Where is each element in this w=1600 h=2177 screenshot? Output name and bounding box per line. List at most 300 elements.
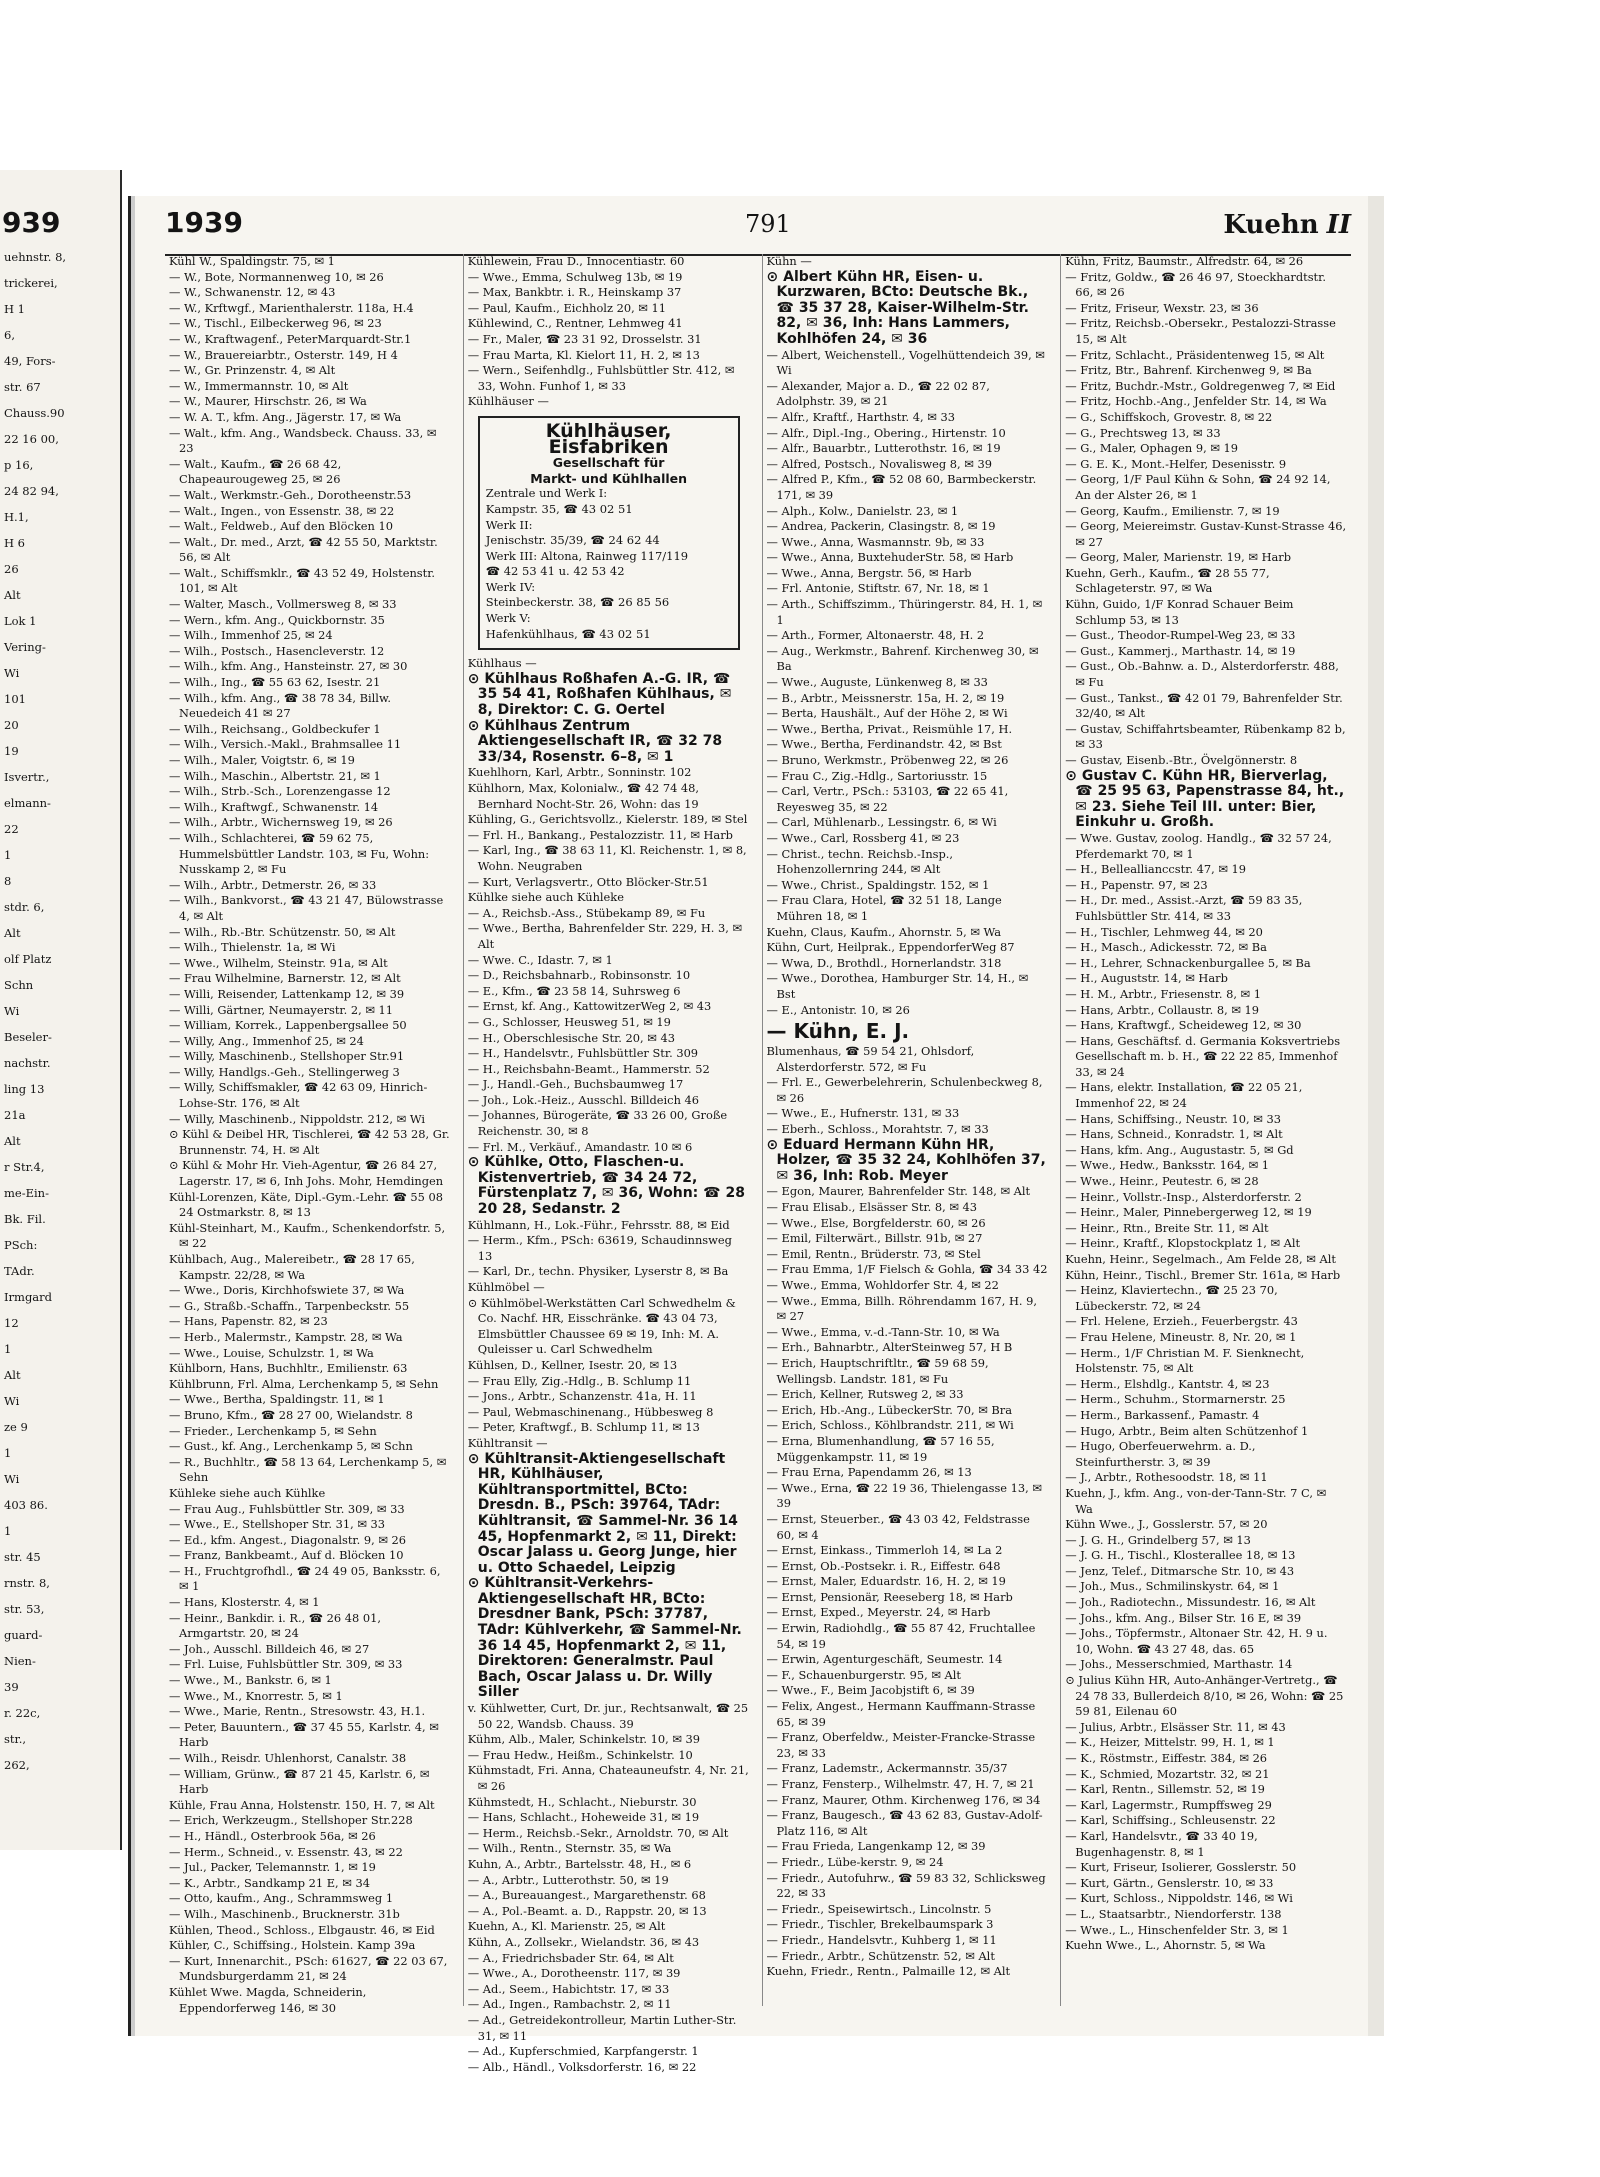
directory-entry: — Wern., Seifenhdlg., Fuhlsbüttler Str. 412, ✉ 33, Wohn. Funhof 1, ✉ 33 (467, 363, 735, 393)
directory-entry: Kühlhorn, Max, Kolonialw., ☎ 42 74 48, Bernhard Nocht-Str. 26, Wohn: das 19 (467, 781, 700, 811)
directory-entry: — G., Straßb.-Schaffn., Tarpenbeckstr. 55 (169, 1298, 410, 1313)
directory-entry: Kuehn, Friedr., Rentn., Palmaille 12, ✉ Alt (766, 1964, 1011, 1979)
previous-page-fragment: r Str.4, (4, 1160, 45, 1174)
directory-page (128, 196, 1371, 2074)
directory-entry: — Fritz, Buchdr.-Mstr., Goldregenweg 7, ✉ Eid (1065, 378, 1336, 393)
directory-entry: — Georg, Meiereimstr. Gustav-Kunst-Strasse 46, ✉ 27 (1065, 519, 1347, 549)
directory-entry: — J., Handl.-Geh., Buchsbaumweg 17 (467, 1077, 684, 1092)
entry-columns (165, 254, 1351, 2074)
directory-entry: Kuhn, A., Arbtr., Bartelsstr. 48, H., ✉ 6 (467, 1856, 692, 1871)
directory-entry: — Carl, Mühlenarb., Lessingstr. 6, ✉ Wi (766, 815, 997, 830)
directory-entry: Kühlen, Theod., Schloss., Elbgaustr. 46, ✉ Eid (169, 1922, 435, 1937)
directory-entry: — W., Tischl., Eilbeckerweg 96, ✉ 23 (169, 316, 382, 331)
directory-entry: — Wilh., Maschinenb., Brucknerstr. 31b (169, 1906, 400, 1921)
directory-entry: Kühlsen, D., Kellner, Isestr. 20, ✉ 13 (467, 1357, 678, 1372)
directory-entry: — Hans, Klosterstr. 4, ✉ 1 (169, 1595, 320, 1610)
ad-line: Zentrale und Werk I: (485, 486, 608, 501)
directory-entry: — G., Schlosser, Heusweg 51, ✉ 19 (467, 1014, 671, 1029)
directory-entry: — G., Maler, Ophagen 9, ✉ 19 (1065, 441, 1238, 456)
directory-entry: — Wwe., Emma, Wohldorfer Str. 4, ✉ 22 (766, 1278, 999, 1292)
directory-entry: — Franz, Fensterp., Wilhelmstr. 47, H. 7, ✉ 21 (766, 1777, 1035, 1791)
directory-entry: Kuehn Wwe., L., Ahornstr. 5, ✉ Wa (1065, 1938, 1266, 1953)
ad-line: Werk V: (485, 611, 531, 626)
previous-page-fragment: Bk. Fil. (4, 1212, 46, 1226)
directory-entry: — Andrea, Packerin, Clasingstr. 8, ✉ 19 (766, 519, 996, 534)
directory-entry: Kühmstedt, H., Schlacht., Nieburstr. 30 (467, 1794, 697, 1809)
directory-entry: — Hans, Kraftwgf., Scheideweg 12, ✉ 30 (1065, 1018, 1302, 1033)
directory-entry: — Joh., Ausschl. Billdeich 46, ✉ 27 (169, 1641, 370, 1656)
directory-entry: ⊙ Eduard Hermann Kühn HR, Holzer, ☎ 35 32 24, Kohlhöfen 37, ✉ 36, Inh: Rob. Meyer (766, 1136, 1046, 1184)
previous-page-fragment: PSch: (4, 1238, 38, 1252)
directory-entry: — W., Schwanenstr. 12, ✉ 43 (169, 285, 336, 300)
directory-entry: — Ad., Kupferschmied, Karpfangerstr. 1 (467, 2044, 699, 2059)
previous-page-fragment: Alt (4, 1368, 21, 1382)
directory-entry: — Wwe., Bertha, Spaldingstr. 11, ✉ 1 (169, 1392, 385, 1407)
directory-entry: — Karl, Ing., ☎ 38 63 11, Kl. Reichenstr. 1, ✉ 8, Wohn. Neugraben (467, 843, 747, 873)
column-2 (463, 254, 754, 2074)
directory-entry: — Hugo, Arbtr., Beim alten Schützenhof 1 (1065, 1423, 1309, 1438)
directory-entry: Kühler, C., Schiffsing., Holstein. Kamp 39a (169, 1938, 416, 1953)
page-header (165, 206, 1351, 256)
directory-entry: — Joh., Mus., Schmilinskystr. 64, ✉ 1 (1065, 1579, 1280, 1594)
previous-page-fragment: elmann- (4, 796, 51, 810)
directory-entry: — Frau Wilhelmine, Barnerstr. 12, ✉ Alt (169, 971, 401, 986)
directory-entry: — Heinr., Bankdir. i. R., ☎ 26 48 01, Armgartstr. 20, ✉ 24 (169, 1610, 381, 1641)
directory-entry: — Fritz, Schlacht., Präsidentenweg 15, ✉ Alt (1065, 347, 1325, 362)
directory-entry: — H., Papenstr. 97, ✉ 23 (1065, 877, 1208, 892)
advertisement-box (478, 416, 740, 650)
directory-entry: — W., Bote, Normannenweg 10, ✉ 26 (169, 269, 384, 284)
directory-entry: Kühlmann, H., Lok.-Führ., Fehrsstr. 88, ✉ Eid (467, 1217, 730, 1232)
directory-entry: — Walt., Schiffsmklr., ☎ 43 52 49, Holstenstr. 101, ✉ Alt (169, 565, 436, 596)
directory-entry: — H., Lehrer, Schnackenburgallee 5, ✉ Ba (1065, 955, 1311, 970)
running-head-name: Kuehn (1223, 210, 1319, 240)
directory-entry: — Wilh., Thielenstr. 1a, ✉ Wi (169, 940, 336, 955)
directory-entry: — Arth., Former, Altonaerstr. 48, H. 2 (766, 628, 985, 643)
directory-entry: — Erwin, Agenturgeschäft, Seumestr. 14 (766, 1652, 1003, 1667)
column-3 (762, 254, 1053, 2006)
directory-entry: — Ernst, Exped., Meyerstr. 24, ✉ Harb (766, 1605, 991, 1620)
directory-entry: Kühling, G., Gerichtsvollz., Kielerstr. 189, ✉ Stel (467, 812, 748, 827)
directory-entry: Kühlbrunn, Frl. Alma, Lerchenkamp 5, ✉ Sehn (169, 1376, 439, 1391)
directory-entry: Kühn, A., Zollsekr., Wielandstr. 36, ✉ 43 (467, 1934, 700, 1949)
directory-entry: — Wwe., A., Dorotheenstr. 117, ✉ 39 (467, 1966, 681, 1981)
directory-entry: Kuehlhorn, Karl, Arbtr., Sonninstr. 102 (467, 765, 692, 780)
directory-entry: — Wwe., Marie, Rentn., Stresowstr. 43, H.1. (169, 1704, 426, 1719)
directory-entry: — Frau Aug., Fuhlsbüttler Str. 309, ✉ 33 (169, 1501, 405, 1516)
directory-entry: — Karl, Rentn., Sillemstr. 52, ✉ 19 (1065, 1782, 1265, 1797)
previous-page-fragment: 403 86. (4, 1498, 48, 1512)
directory-entry: — Frau Emma, 1/F Fielsch & Gohla, ☎ 34 33 42 (766, 1262, 1048, 1277)
directory-entry: — A., Arbtr., Lutterothstr. 50, ✉ 19 (467, 1872, 669, 1887)
previous-page-fragment: guard- (4, 1628, 43, 1642)
directory-entry: — Jul., Packer, Telemannstr. 1, ✉ 19 (169, 1860, 376, 1875)
directory-entry: — Wilh., Maschin., Albertstr. 21, ✉ 1 (169, 768, 381, 783)
ad-title: Kühlhäuser, Eisfabriken (545, 419, 672, 458)
directory-entry: Kühl-Steinhart, M., Kaufm., Schenkendorfstr. 5, ✉ 22 (169, 1220, 446, 1251)
directory-entry: — Gust., Theodor-Rumpel-Weg 23, ✉ 33 (1065, 628, 1296, 643)
directory-entry: ⊙ Kühlmöbel-Werkstätten Carl Schwedhelm & Co. Nachf. HR, Eisschränke. ☎ 43 04 73, Elmsbüttler Chaussee 69 ✉ 19, Inh: M. A. Quleisser u. Carl Schwedhelm (467, 1295, 736, 1357)
directory-entry: — Wilh., kfm. Ang., ☎ 38 78 34, Billw. Neuedeich 41 ✉ 27 (169, 690, 391, 721)
previous-page-fragment: rnstr. 8, (4, 1576, 50, 1590)
directory-entry: — Heinz, Klaviertechn., ☎ 25 23 70, Lübeckerstr. 72, ✉ 24 (1065, 1283, 1278, 1313)
previous-page-edge (0, 170, 122, 1850)
directory-entry: — D., Reichsbahnarb., Robinsonstr. 10 (467, 968, 691, 983)
directory-entry: Kühn, Guido, 1/F Konrad Schauer Beim Schlump 53, ✉ 13 (1065, 597, 1294, 627)
directory-entry: — Paul, Webmaschinenang., Hübbesweg 8 (467, 1404, 714, 1419)
previous-page-fragment: Vering- (4, 640, 46, 654)
ad-line: Kampstr. 35, ☎ 43 02 51 (485, 501, 633, 516)
directory-entry: ⊙ Kühlhaus Roßhafen A.-G. IR, ☎ 35 54 41, Roßhafen Kühlhaus, ✉ 8, Direktor: C. G. Oertel (467, 670, 732, 719)
previous-page-fragment: str., (4, 1732, 27, 1746)
directory-entry: — Erna, Blumenhandlung, ☎ 57 16 55, Müggenkampstr. 11, ✉ 19 (766, 1433, 995, 1464)
directory-entry: — Ad., Getreidekontrolleur, Martin Luther-Str. 31, ✉ 11 (467, 2012, 737, 2043)
directory-entry: — Wwe., Carl, Rossberg 41, ✉ 23 (766, 830, 960, 845)
directory-entry: — Herm., Reichsb.-Sekr., Arnoldstr. 70, ✉ Alt (467, 1825, 729, 1840)
directory-entry: — Walter, Masch., Vollmersweg 8, ✉ 33 (169, 597, 397, 612)
directory-entry: — H., Oberschlesische Str. 20, ✉ 43 (467, 1030, 675, 1045)
previous-page-fragment: ze 9 (4, 1420, 28, 1434)
directory-entry: — Carl, Vertr., PSch.: 53103, ☎ 22 65 41, Reyesweg 35, ✉ 22 (766, 784, 1009, 814)
directory-entry: — Heinr., Kraftf., Klopstockplatz 1, ✉ Alt (1065, 1236, 1301, 1251)
directory-entry: Blumenhaus, ☎ 59 54 21, Ohlsdorf, Alsterdorferstr. 572, ✉ Fu (766, 1044, 975, 1074)
directory-entry: — Fritz, Btr., Bahrenf. Kirchenweg 9, ✉ Ba (1065, 363, 1312, 378)
directory-entry: — Herm., Schneid., v. Essenstr. 43, ✉ 22 (169, 1844, 403, 1859)
directory-entry: Kühlbach, Aug., Malereibetr., ☎ 28 17 65, Kampstr. 22/28, ✉ Wa (169, 1252, 415, 1282)
directory-entry: — J. G. H., Grindelberg 57, ✉ 13 (1065, 1532, 1251, 1547)
directory-entry: — Wilh., Arbtr., Detmerstr. 26, ✉ 33 (169, 877, 377, 892)
previous-page-fragment: Wi (4, 1472, 20, 1486)
previous-page-fragment: r. 22c, (4, 1706, 41, 1720)
directory-entry: ⊙ Albert Kühn HR, Eisen- u. Kurzwaren, BCto: Deutsche Bk., ☎ 35 37 28, Kaiser-Wilhelm-Str. 82, ✉ 36, Inh: Hans Lammers, Kohlhöfen 24, ✉ 36 (766, 268, 1029, 347)
directory-entry: — Willy, Ang., Immenhof 25, ✉ 24 (169, 1033, 364, 1048)
directory-entry: — Aug., Werkmstr., Bahrenf. Kirchenweg 30, ✉ Ba (766, 643, 1039, 674)
directory-entry: — Johannes, Bürogeräte, ☎ 33 26 00, Große Reichenstr. 30, ✉ 8 (467, 1108, 728, 1139)
directory-entry: — Otto, kaufm., Ang., Schrammsweg 1 (169, 1891, 394, 1906)
directory-entry: — Albert, Weichenstell., Vogelhüttendeich 39, ✉ Wi (766, 347, 1045, 378)
previous-page-fragment: H 1 (4, 302, 26, 316)
previous-page-fragment: 26 (4, 562, 19, 576)
page-year: 1939 (165, 206, 243, 239)
directory-entry: — Wilh., Schlachterei, ☎ 59 62 75, Hummelsbüttler Landstr. 103, ✉ Fu, Wohn: Nusskamp 2, ✉ Fu (169, 830, 430, 877)
directory-entry: — W., Immermannstr. 10, ✉ Alt (169, 378, 349, 393)
directory-entry: — Wwe., Anna, BuxtehuderStr. 58, ✉ Harb (766, 550, 1014, 565)
directory-entry: — Ernst, Ob.-Postsekr. i. R., Eiffestr. 648 (766, 1558, 1001, 1573)
directory-entry: — F., Schauenburgerstr. 95, ✉ Alt (766, 1667, 961, 1682)
directory-entry: — A., Reichsb.-Ass., Stübekamp 89, ✉ Fu (467, 905, 706, 920)
directory-entry: Kühle, Frau Anna, Holstenstr. 150, H. 7, ✉ Alt (169, 1797, 435, 1812)
ad-line: Steinbeckerstr. 38, ☎ 26 85 56 (485, 595, 670, 610)
directory-entry: — Johs., Messerschmied, Marthastr. 14 (1065, 1657, 1293, 1672)
directory-entry: — Frau Marta, Kl. Kielort 11, H. 2, ✉ 13 (467, 347, 700, 362)
directory-entry: — Fr., Maler, ☎ 23 31 92, Drosselstr. 31 (467, 331, 702, 346)
directory-entry: — Willy, Schiffsmakler, ☎ 42 63 09, Hinrich-Lohse-Str. 176, ✉ Alt (169, 1080, 428, 1111)
previous-page-fragment: str. 53, (4, 1602, 45, 1616)
directory-entry: — Herm., Kfm., PSch: 63619, Schaudinnsweg 13 (467, 1233, 732, 1263)
directory-entry: ⊙ Kühl & Mohr Hr. Vieh-Agentur, ☎ 26 84 27, Lagerstr. 17, ✉ 6, Inh Johs. Mohr, Hemdingen (169, 1158, 444, 1189)
previous-page-fragment: H.1, (4, 510, 29, 524)
directory-entry: — Willi, Reisender, Lattenkamp 12, ✉ 39 (169, 986, 405, 1001)
previous-page-fragment: Schn (4, 978, 34, 992)
previous-page-fragment: str. 67 (4, 380, 41, 394)
directory-entry: — Ad., Ingen., Rambachstr. 2, ✉ 11 (467, 1997, 672, 2012)
directory-entry: — Wwe., Bertha, Privat., Reismühle 17, H. (766, 721, 1013, 736)
directory-entry: — W., Krftwgf., Marienthalerstr. 118a, H.4 (169, 300, 414, 315)
directory-entry: — Franz, Oberfeldw., Meister-Francke-Strasse 23, ✉ 33 (766, 1730, 1036, 1760)
directory-entry: — Christ., techn. Reichsb.-Insp., Hohenzollernring 244, ✉ Alt (766, 846, 954, 877)
directory-entry: — Julius, Arbtr., Elsässer Str. 11, ✉ 43 (1065, 1719, 1286, 1734)
directory-entry: — L., Staatsarbtr., Niendorferstr. 138 (1065, 1906, 1282, 1921)
previous-page-fragment: Irmgard (4, 1290, 53, 1304)
directory-entry: — A., Pol.-Beamt. a. D., Rappstr. 20, ✉ 13 (467, 1903, 707, 1918)
directory-entry: — Kurt, Gärtn., Genslerstr. 10, ✉ 33 (1065, 1875, 1274, 1890)
directory-entry: — Frl. E., Gewerbelehrerin, Schulenbeckweg 8, ✉ 26 (766, 1075, 1043, 1105)
directory-entry: — Willi, Gärtner, Neumayerstr. 2, ✉ 11 (169, 1002, 394, 1017)
directory-entry: — Wwe., Emma, v.-d.-Tann-Str. 10, ✉ Wa (766, 1324, 1000, 1339)
directory-entry: — Karl, Schiffsing., Schleusenstr. 22 (1065, 1813, 1276, 1828)
page-edge-shadow (1368, 196, 1384, 2036)
directory-entry: — Erich, Hb.-Ang., LübeckerStr. 70, ✉ Bra (766, 1402, 1013, 1417)
directory-entry: — Alph., Kolw., Danielstr. 23, ✉ 1 (766, 503, 959, 518)
directory-entry: — E., Antonistr. 10, ✉ 26 (766, 1002, 910, 1017)
directory-entry: — W., Kraftwagenf., PeterMarquardt-Str.1 (169, 331, 412, 346)
column-1 (165, 254, 455, 2015)
directory-entry: — Frau Clara, Hotel, ☎ 32 51 18, Lange Mühren 18, ✉ 1 (766, 893, 1002, 923)
directory-entry: — Kurt, Innenarchit., PSch: 61627, ☎ 22 03 67, Mundsburgerdamm 21, ✉ 24 (169, 1953, 448, 1984)
directory-entry: — Frl. M., Verkäuf., Amandastr. 10 ✉ 6 (467, 1139, 693, 1154)
directory-entry: — H., Dr. med., Assist.-Arzt, ☎ 59 83 35, Fuhlsbüttler Str. 414, ✉ 33 (1065, 893, 1303, 923)
directory-entry: Kühl-Lorenzen, Käte, Dipl.-Gym.-Lehr. ☎ 55 08 24 Ostmarkstr. 8, ✉ 13 (169, 1189, 444, 1220)
directory-entry: — Johs., Töpfermstr., Altonaer Str. 42, H. 9 u. 10, Wohn. ☎ 43 27 48, das. 65 (1065, 1626, 1328, 1656)
directory-entry: — Frau Erna, Papendamm 26, ✉ 13 (766, 1465, 972, 1480)
previous-page-fragment: uehnstr. 8, (4, 250, 67, 264)
previous-page-fragment: Alt (4, 1134, 21, 1148)
ad-line: Jenischstr. 35/39, ☎ 24 62 44 (485, 533, 660, 548)
directory-entry: — Walt., Ingen., von Essenstr. 38, ✉ 22 (169, 503, 395, 518)
directory-entry: — Herm., 1/F Christian M. F. Sienknecht, Holstenstr. 75, ✉ Alt (1065, 1345, 1305, 1376)
previous-page-year: 939 (2, 206, 61, 239)
directory-entry: — Max, Bankbtr. i. R., Heinskamp 37 (467, 285, 682, 300)
directory-entry: — Hans, Geschäftsf. d. Germania Koksvertriebs Gesellschaft m. b. H., ☎ 22 22 85, Immenhof 33, ✉ 24 (1065, 1033, 1341, 1079)
directory-entry: — Emil, Filterwärt., Billstr. 91b, ✉ 27 (766, 1231, 983, 1246)
directory-entry: — Franz, Lademstr., Ackermannstr. 35/37 (766, 1761, 1008, 1776)
directory-entry: — Wwe., Anna, Wasmannstr. 9b, ✉ 33 (766, 534, 985, 549)
directory-entry: — Emil, Rentn., Brüderstr. 73, ✉ Stel (766, 1246, 981, 1261)
previous-page-fragment: 8 (4, 874, 12, 888)
directory-entry: — Arth., Schiffszimm., Thüringerstr. 84, H. 1, ✉ 1 (766, 597, 1043, 627)
directory-entry: — Wwe. C., Idastr. 7, ✉ 1 (467, 952, 613, 967)
directory-entry: ⊙ Kühlke, Otto, Flaschen-u. Kistenvertrieb, ☎ 34 24 72, Fürstenplatz 7, ✉ 36, Wohn: ☎ 28 20 28, Sedanstr. 2 (467, 1154, 745, 1218)
directory-entry: — G. E. K., Mont.-Helfer, Desenisstr. 9 (1065, 456, 1287, 471)
previous-page-fragment: 22 16 00, (4, 432, 59, 446)
directory-entry: Kühlewein, Frau D., Innocentiastr. 60 (467, 254, 685, 268)
directory-entry: — Ernst, Pensionär, Reeseberg 18, ✉ Harb (766, 1589, 1013, 1604)
directory-entry: — Alfred, Postsch., Novalisweg 8, ✉ 39 (766, 456, 992, 471)
directory-entry: — G., Schiffskoch, Grovestr. 8, ✉ 22 (1065, 409, 1273, 424)
directory-entry: — Joh., Lok.-Heiz., Ausschl. Billdeich 46 (467, 1092, 700, 1107)
previous-page-fragment: 6, (4, 328, 15, 342)
directory-entry: — Kurt, Friseur, Isolierer, Gosslerstr. 50 (1065, 1860, 1297, 1875)
directory-entry: — Kurt, Schloss., Nippoldstr. 146, ✉ Wi (1065, 1891, 1293, 1906)
directory-entry: — J., Arbtr., Rothesoodstr. 18, ✉ 11 (1065, 1470, 1268, 1485)
directory-entry: Kuehn, Claus, Kaufm., Ahornstr. 5, ✉ Wa (766, 924, 1002, 939)
directory-entry: — Hans, Schiffsing., Neustr. 10, ✉ 33 (1065, 1111, 1281, 1126)
directory-entry: — Bruno, Werkmstr., Pröbenweg 22, ✉ 26 (766, 753, 1009, 767)
directory-entry: — K., Heizer, Mittelstr. 99, H. 1, ✉ 1 (1065, 1735, 1275, 1750)
directory-entry: — Fritz, Friseur, Wexstr. 23, ✉ 36 (1065, 300, 1259, 315)
directory-entry: — Frau Elisab., Elsässer Str. 8, ✉ 43 (766, 1200, 978, 1215)
directory-entry: — Felix, Angest., Hermann Kauffmann-Strasse 65, ✉ 39 (766, 1699, 1036, 1729)
directory-entry: — H. M., Arbtr., Friesenstr. 8, ✉ 1 (1065, 986, 1261, 1001)
directory-entry: — Karl, Lagermstr., Rumpffsweg 29 (1065, 1797, 1272, 1812)
directory-entry: — Wilh., Maler, Voigtstr. 6, ✉ 19 (169, 753, 355, 767)
directory-entry: — Frl. Antonie, Stiftstr. 67, Nr. 18, ✉ 1 (766, 581, 990, 596)
previous-page-fragment: Alt (4, 926, 21, 940)
directory-entry: — Jons., Arbtr., Schanzenstr. 41a, H. 11 (467, 1389, 697, 1404)
directory-entry: — William, Korrek., Lappenbergsallee 50 (169, 1018, 407, 1033)
directory-entry: — Erwin, Radiohdlg., ☎ 55 87 42, Fruchtallee 54, ✉ 19 (766, 1621, 1036, 1651)
previous-page-fragment: Wi (4, 666, 20, 680)
directory-entry: — Wwe., F., Beim Jacobjstift 6, ✉ 39 (766, 1683, 975, 1698)
previous-page-fragment: Isvertr., (4, 770, 50, 784)
directory-entry: — Friedr., Arbtr., Schützenstr. 52, ✉ Alt (766, 1948, 995, 1963)
directory-entry: — H., Händl., Osterbrook 56a, ✉ 26 (169, 1828, 376, 1843)
directory-entry: — Frieder., Lerchenkamp 5, ✉ Sehn (169, 1423, 377, 1438)
directory-entry: Kuehn, Gerh., Kaufm., ☎ 28 55 77, Schlageterstr. 97, ✉ Wa (1065, 565, 1270, 596)
previous-page-fragment: 262, (4, 1758, 30, 1772)
directory-entry: — Wwe., Else, Borgfelderstr. 60, ✉ 26 (766, 1215, 986, 1230)
directory-entry: — Johs., kfm. Ang., Bilser Str. 16 E, ✉ 39 (1065, 1610, 1302, 1625)
directory-entry: — Hans, Papenstr. 82, ✉ 23 (169, 1314, 328, 1329)
directory-entry: Kuehn, J., kfm. Ang., von-der-Tann-Str. 7 C, ✉ Wa (1065, 1485, 1327, 1516)
directory-entry: — Joh., Radiotechn., Missundestr. 16, ✉ Alt (1065, 1595, 1316, 1610)
directory-entry: — Egon, Maurer, Bahrenfelder Str. 148, ✉ Alt (766, 1184, 1031, 1199)
previous-page-fragment: ling 13 (4, 1082, 45, 1096)
directory-entry: — Willy, Handlgs.-Geh., Stellingerweg 3 (169, 1064, 400, 1079)
previous-page-fragment: 49, Fors- (4, 354, 56, 368)
previous-page-fragment: trickerei, (4, 276, 58, 290)
directory-entry: Kühlhäuser — (467, 394, 549, 409)
directory-entry: — Erich, Hauptschriftltr., ☎ 59 68 59, Wellingsb. Landstr. 181, ✉ Fu (766, 1355, 989, 1386)
directory-entry: Kühn — (766, 254, 812, 268)
running-head (1223, 210, 1351, 240)
directory-entry: — Wilh., Reichsang., Goldbeckufer 1 (169, 721, 381, 736)
directory-entry: — Wwe., Christ., Spaldingstr. 152, ✉ 1 (766, 877, 990, 892)
directory-entry: — H., Belleallianccstr. 47, ✉ 19 (1065, 862, 1247, 877)
directory-entry: Kühn Wwe., J., Gosslerstr. 57, ✉ 20 (1065, 1517, 1268, 1532)
directory-entry: — Wwe., Hedw., Banksstr. 164, ✉ 1 (1065, 1158, 1270, 1173)
directory-entry: — Gustav, Eisenb.-Btr., Övelgönnerstr. 8 (1065, 753, 1298, 767)
directory-entry: Kühn, Fritz, Baumstr., Alfredstr. 64, ✉ 26 (1065, 254, 1304, 268)
directory-entry: — Friedr., Tischler, Brekelbaumspark 3 (766, 1917, 994, 1932)
directory-entry: Kühlewind, C., Rentner, Lehmweg 41 (467, 316, 683, 331)
directory-entry: — Wilh., Rb.-Btr. Schützenstr. 50, ✉ Alt (169, 924, 396, 939)
directory-entry: — K., Röstmstr., Eiffestr. 384, ✉ 26 (1065, 1751, 1268, 1765)
directory-entry: Kühlke siehe auch Kühleke (467, 890, 624, 905)
directory-entry: — A., Bureauangest., Margarethenstr. 68 (467, 1888, 706, 1903)
directory-entry: — Walt., Dr. med., Arzt, ☎ 42 55 50, Marktstr. 56, ✉ Alt (169, 534, 438, 565)
ad-line: Werk III: Altona, Rainweg 117/119 (485, 548, 689, 563)
directory-entry: — Gust., Kammerj., Marthastr. 14, ✉ 19 (1065, 643, 1296, 658)
directory-entry: — Erich, Werkzeugm., Stellshoper Str.228 (169, 1813, 413, 1828)
previous-page-fragment: 19 (4, 744, 19, 758)
directory-entry: — Wilh., Strb.-Sch., Lorenzengasse 12 (169, 784, 391, 799)
previous-page-fragment: Lok 1 (4, 614, 37, 628)
ad-line: Werk IV: (485, 579, 536, 594)
directory-entry: — Wwe., E., Hufnerstr. 131, ✉ 33 (766, 1106, 960, 1121)
directory-entry: — Hans, Arbtr., Collaustr. 8, ✉ 19 (1065, 1002, 1259, 1017)
previous-page-fragment: 101 (4, 692, 26, 706)
directory-entry: Kühm, Alb., Maler, Schinkelstr. 10, ✉ 39 (467, 1732, 701, 1747)
directory-entry: — Wilh., kfm. Ang., Hansteinstr. 27, ✉ 30 (169, 659, 408, 674)
directory-entry: — Frau Hedw., Heißm., Schinkelstr. 10 (467, 1747, 693, 1762)
directory-entry: ⊙ Julius Kühn HR, Auto-Anhänger-Vertretg., ☎ 24 78 33, Bullerdeich 8/10, ✉ 26, Wohn: ☎ 25 59 81, Eilenau 60 (1065, 1673, 1344, 1719)
directory-entry: — Wern., kfm. Ang., Quickbornstr. 35 (169, 612, 385, 627)
directory-entry: ⊙ Gustav C. Kühn HR, Bierverlag, ☎ 25 95 63, Papenstrasse 84, ht., ✉ 23. Siehe Teil III. unter: Bier, Einkuhr u. Großh. (1065, 767, 1345, 831)
directory-entry: — R., Buchhltr., ☎ 58 13 64, Lerchenkamp 5, ✉ Sehn (169, 1454, 447, 1485)
directory-entry: — Frau Helene, Mineustr. 8, Nr. 20, ✉ 1 (1065, 1329, 1297, 1344)
previous-page-fragment: H 6 (4, 536, 26, 550)
directory-entry: — Walt., Kaufm., ☎ 26 68 42, Chapeaurougeweg 25, ✉ 26 (169, 456, 342, 487)
directory-entry: — Alfr., Kraftf., Harthstr. 4, ✉ 33 (766, 409, 955, 424)
directory-entry: — Georg, Maler, Marienstr. 19, ✉ Harb (1065, 550, 1292, 565)
directory-entry: ⊙ Kühl & Deibel HR, Tischlerei, ☎ 42 53 28, Gr. Brunnenstr. 74, H. ✉ Alt (169, 1127, 450, 1157)
directory-entry: — H., Masch., Adickesstr. 72, ✉ Ba (1065, 940, 1267, 955)
directory-entry: — Frl. Helene, Erzieh., Feuerbergstr. 43 (1065, 1314, 1298, 1329)
previous-page-fragment: 24 82 94, (4, 484, 59, 498)
directory-entry: — Wilh., Immenhof 25, ✉ 24 (169, 628, 333, 643)
previous-page-fragment: 1 (4, 1524, 12, 1538)
directory-entry: Kühmstadt, Fri. Anna, Chateauneufstr. 4, Nr. 21, ✉ 26 (467, 1763, 749, 1793)
directory-entry: — Berta, Haushält., Auf der Höhe 2, ✉ Wi (766, 706, 1008, 721)
directory-entry: — Wilh., Arbtr., Wichernsweg 19, ✉ 26 (169, 815, 393, 830)
directory-entry: Kühleke siehe auch Kühlke (169, 1485, 326, 1500)
previous-page-fragment: Wi (4, 1004, 20, 1018)
directory-entry: — Erh., Bahnarbtr., AlterSteinweg 57, H B (766, 1340, 1013, 1355)
directory-entry: — Hans, elektr. Installation, ☎ 22 05 21, Immenhof 22, ✉ 24 (1065, 1080, 1303, 1111)
directory-entry: — Wwe., E., Stellshoper Str. 31, ✉ 33 (169, 1517, 386, 1532)
directory-entry: — Peter, Kraftwgf., B. Schlump 11, ✉ 13 (467, 1420, 700, 1435)
directory-entry: — Alfr., Bauarbtr., Lutterothstr. 16, ✉ 19 (766, 441, 1001, 456)
directory-entry: — W., Maurer, Hirschstr. 26, ✉ Wa (169, 394, 367, 409)
directory-entry: — Frau Frieda, Langenkamp 12, ✉ 39 (766, 1839, 986, 1854)
directory-entry: — Jenz, Telef., Ditmarsche Str. 10, ✉ 43 (1065, 1563, 1295, 1578)
directory-entry: — Gust., Ob.-Bahnw. a. D., Alsterdorferstr. 488, ✉ Fu (1065, 659, 1339, 690)
column-4 (1060, 254, 1351, 2006)
directory-entry: — Ernst, kf. Ang., KattowitzerWeg 2, ✉ 43 (467, 999, 712, 1014)
directory-entry: — Herm., Elshdlg., Kantstr. 4, ✉ 23 (1065, 1376, 1270, 1391)
directory-entry: — Georg, 1/F Paul Kühn & Sohn, ☎ 24 92 14, An der Alster 26, ✉ 1 (1065, 472, 1331, 502)
directory-entry: — Alfred P., Kfm., ☎ 52 08 60, Barmbeckerstr. 171, ✉ 39 (766, 472, 1037, 502)
directory-entry: — Wilh., Rentn., Sternstr. 35, ✉ Wa (467, 1841, 672, 1856)
directory-entry: — Wwe., M., Bankstr. 6, ✉ 1 (169, 1673, 332, 1688)
directory-entry: — Wwe., Bertha, Ferdinandstr. 42, ✉ Bst (766, 737, 1002, 752)
directory-entry: — Kurt, Verlagsvertr., Otto Blöcker-Str.51 (467, 874, 709, 889)
directory-entry: — Ernst, Steuerber., ☎ 43 03 42, Feldstrasse 60, ✉ 4 (766, 1511, 1030, 1542)
directory-entry: — Heinr., Rtn., Breite Str. 11, ✉ Alt (1065, 1220, 1269, 1235)
directory-entry: — Wilh., Kraftwgf., Schwanenstr. 14 (169, 799, 379, 814)
directory-entry: ⊙ Kühltransit-Verkehrs-Aktiengesellschaft HR, BCto: Dresdner Bank, PSch: 37787, TAdr: Kühlverkehr, ☎ Sammel-Nr. 36 14 45, Hopfenmarkt 2, ✉ 11, Direktoren: Generalmstr. Paul Bach, Oscar Jalass u. Dr. Willy Siller (467, 1575, 742, 1701)
directory-entry: — Wwe., Heinr., Peutestr. 6, ✉ 28 (1065, 1174, 1259, 1189)
directory-entry: — Heinr., Maler, Pinnebergerweg 12, ✉ 19 (1065, 1205, 1312, 1220)
directory-entry: — Erich, Schloss., Köhlbrandstr. 211, ✉ Wi (766, 1418, 1014, 1433)
directory-entry: — Frau C., Zig.-Hdlg., Sartoriusstr. 15 (766, 768, 988, 783)
directory-entry: — Ernst, Maler, Eduardstr. 16, H. 2, ✉ 19 (766, 1574, 1006, 1589)
directory-entry: — Walt., kfm. Ang., Wandsbeck. Chauss. 33, ✉ 23 (169, 425, 437, 456)
directory-entry: — K., Arbtr., Sandkamp 21 E, ✉ 34 (169, 1875, 370, 1890)
previous-page-fragment: p 16, (4, 458, 34, 472)
volume-number: II (1326, 210, 1351, 240)
